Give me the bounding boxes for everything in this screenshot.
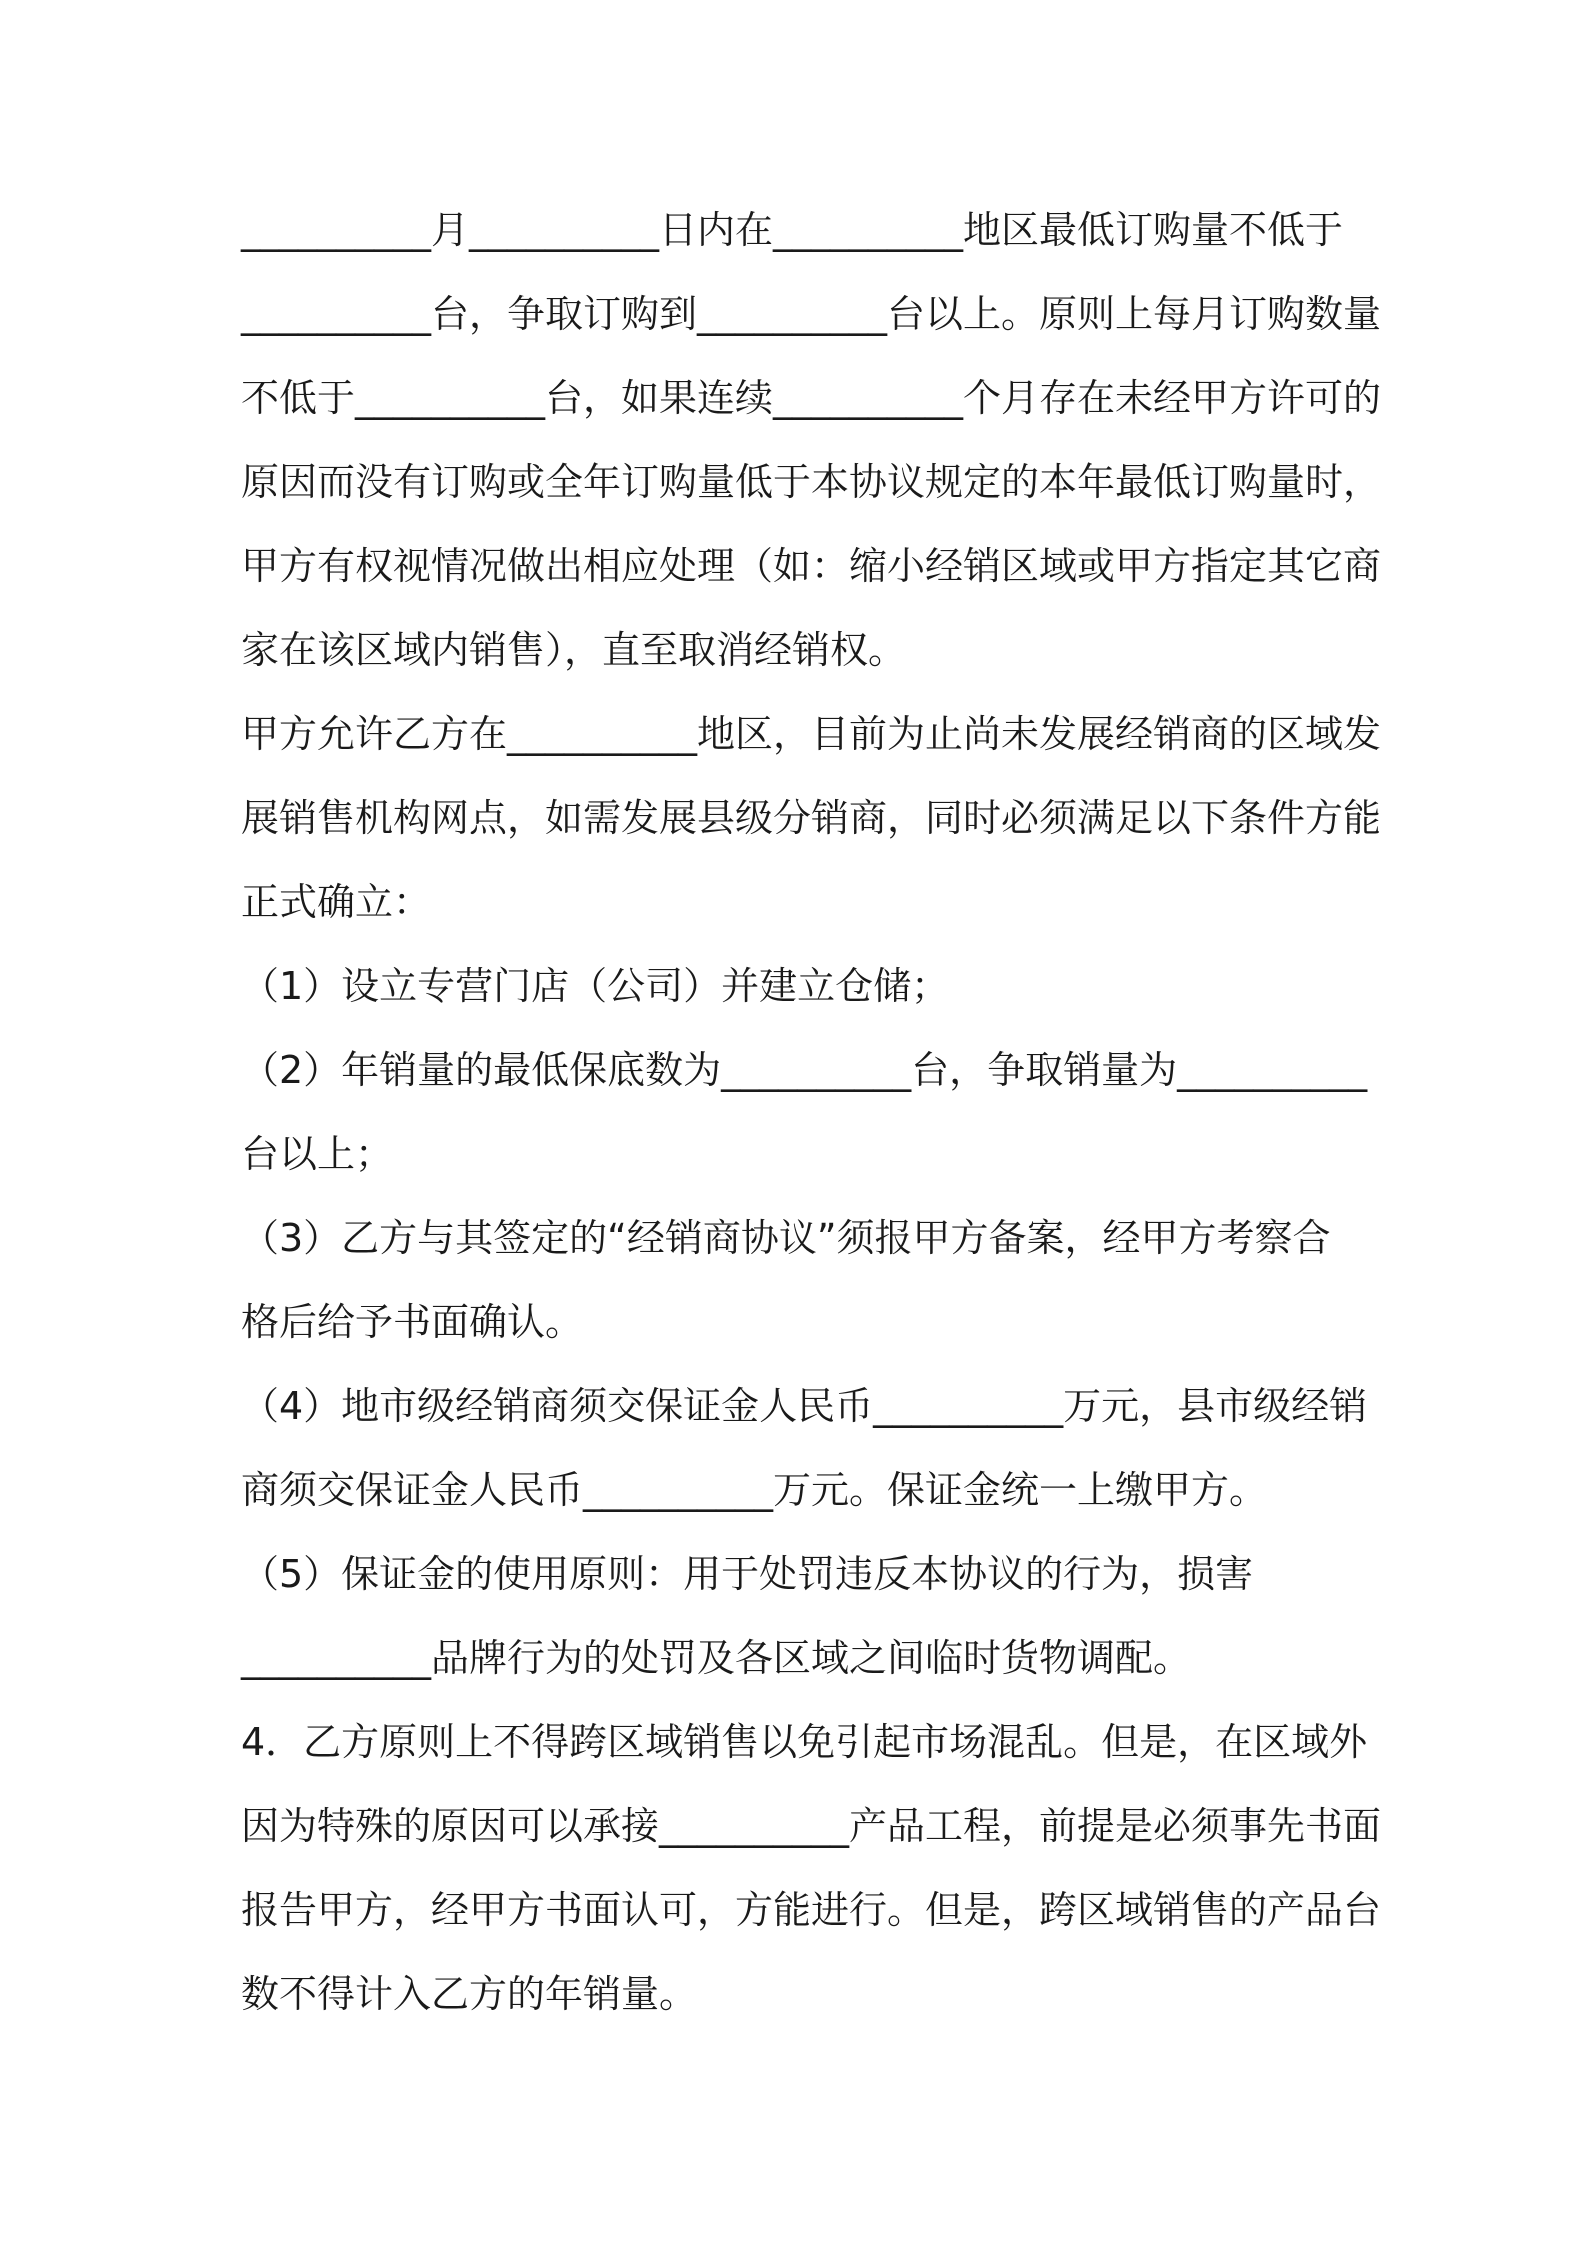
text-line: 甲方有权视情况做出相应处理（如：缩小经销区域或甲方指定其它商 [241, 544, 1382, 588]
text-line: （5）保证金的使用原则：用于处罚违反本协议的行为，损害 [241, 1552, 1254, 1596]
text-line: 格后给予书面确认。 [241, 1300, 584, 1344]
text-line: __________月__________日内在__________地区最低订购量不低于 [241, 208, 1344, 252]
text-line: 数不得计入乙方的年销量。 [241, 1972, 698, 2016]
text-line: 商须交保证金人民币__________万元。保证金统一上缴甲方。 [241, 1468, 1268, 1512]
text-line: 甲方允许乙方在__________地区，目前为止尚未发展经销商的区域发 [241, 712, 1382, 756]
text-line: 不低于__________台，如果连续__________个月存在未经甲方许可的 [241, 376, 1382, 420]
text-line: 正式确立： [241, 880, 432, 924]
text-line: 家在该区域内销售），直至取消经销权。 [241, 628, 907, 672]
text-line: __________台，争取订购到__________台以上。原则上每月订购数量 [241, 292, 1382, 336]
text-line: （4）地市级经销商须交保证金人民币__________万元，县市级经销 [241, 1384, 1368, 1428]
text-line: （1）设立专营门店（公司）并建立仓储； [241, 964, 950, 1008]
text-line: 展销售机构网点，如需发展县级分销商，同时必须满足以下条件方能 [241, 796, 1382, 840]
text-line: （2）年销量的最低保底数为__________台，争取销量为__________ [241, 1048, 1368, 1092]
text-line: 报告甲方，经甲方书面认可，方能进行。但是，跨区域销售的产品台 [241, 1888, 1382, 1932]
document-body [241, 198, 1382, 2046]
text-line: 原因而没有订购或全年订购量低于本协议规定的本年最低订购量时， [241, 460, 1382, 504]
text-line: 4．乙方原则上不得跨区域销售以免引起市场混乱。但是，在区域外 [241, 1720, 1368, 1764]
text-line: 台以上； [241, 1132, 394, 1176]
text-line: 因为特殊的原因可以承接__________产品工程，前提是必须事先书面 [241, 1804, 1382, 1848]
text-line: __________品牌行为的处罚及各区域之间临时货物调配。 [241, 1636, 1192, 1680]
text-line: （3）乙方与其签定的“经销商协议”须报甲方备案，经甲方考察合 [241, 1216, 1331, 1260]
